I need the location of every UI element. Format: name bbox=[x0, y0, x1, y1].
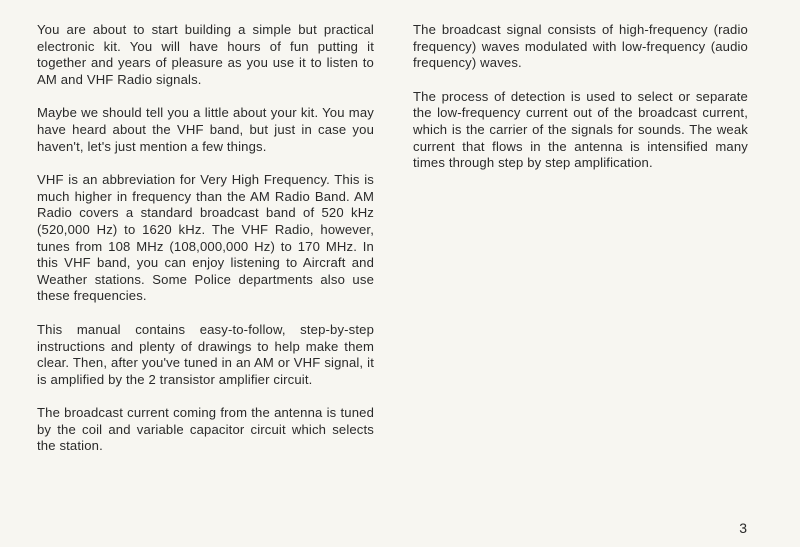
right-column bbox=[413, 22, 748, 189]
paragraph-about-kit: Maybe we should tell you a little about your kit. You may have heard about the VHF band, but just in case you haven't, let's just mention a few things. bbox=[37, 105, 374, 154]
paragraph-broadcast-signal: The broadcast signal consists of high-frequency (radio frequency) waves modulated with low-frequency (audio frequency) waves. bbox=[413, 22, 748, 71]
paragraph-broadcast-current: The broadcast current coming from the antenna is tuned by the coil and variable capacitor circuit which selects the station. bbox=[37, 405, 374, 454]
left-column bbox=[37, 22, 374, 472]
paragraph-vhf-definition: VHF is an abbreviation for Very High Frequency. This is much higher in frequency than the AM Radio Band. AM Radio covers a standard broadcast band of 520 kHz (520,000 Hz) to 1620 kHz. The VHF Radio, however, tunes from 108 MHz (108,000,000 Hz) to 170 MHz. In this VHF band, you can enjoy listening to Aircraft and Weather stations. Some Police departments also use these frequencies. bbox=[37, 172, 374, 304]
paragraph-detection-process: The process of detection is used to select or separate the low-frequency current out of the broadcast current, which is the carrier of the signals for sounds. The weak current that flows in the antenna is intensified many times through step by step amplification. bbox=[413, 88, 748, 171]
paragraph-intro: You are about to start building a simple but practical electronic kit. You will have hours of fun putting it together and years of pleasure as you use it to listen to AM and VHF Radio signals. bbox=[37, 22, 374, 87]
page-number: 3 bbox=[739, 520, 747, 536]
paragraph-manual-contents: This manual contains easy-to-follow, step-by-step instructions and plenty of drawings to help make them clear. Then, after you've tuned in an AM or VHF signal, it is amplified by the 2 transistor amplifier circuit. bbox=[37, 321, 374, 387]
